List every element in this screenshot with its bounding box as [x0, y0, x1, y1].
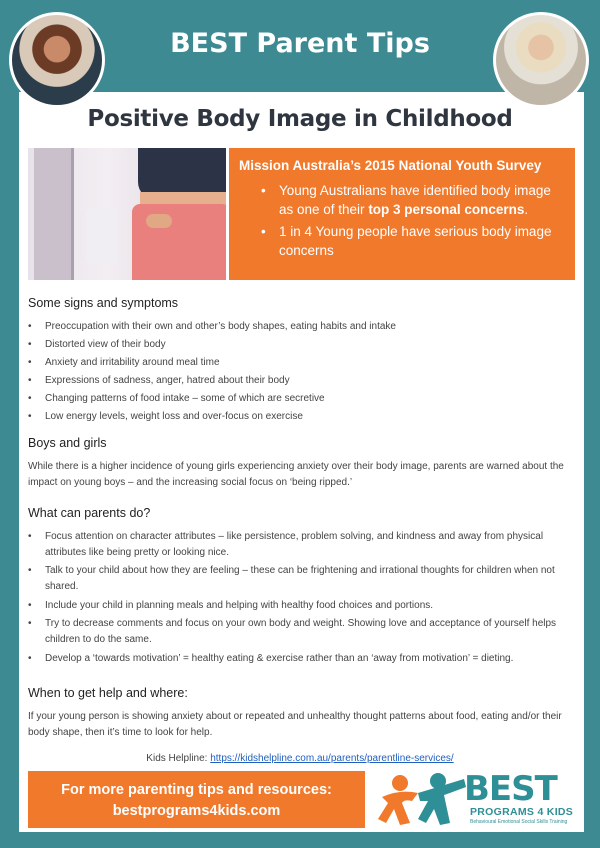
section-heading: What can parents do? [28, 506, 151, 520]
cta-website[interactable]: bestprograms4kids.com [112, 803, 281, 819]
presenter-photo-left [9, 12, 105, 108]
logo-best: BEST [464, 769, 557, 809]
boys-girls-section [28, 436, 576, 491]
best-logo [378, 771, 578, 831]
figures-icon [378, 771, 470, 831]
list-item: • Changing patterns of food intake – some of which are secretive [28, 391, 576, 407]
child-photo [28, 148, 226, 280]
logo-tagline: Behavioural Emotional Social Skills Training [470, 819, 568, 825]
list-item: • Try to decrease comments and focus on your own body and weight. Showing love and acceptance of yourself helps children to do the same. [28, 616, 576, 648]
section-heading: Some signs and symptoms [28, 296, 179, 310]
list-item: • Low energy levels, weight loss and over-focus on exercise [28, 409, 576, 425]
help-section [28, 686, 576, 741]
list-item: • Develop a ‘towards motivation’ = healthy eating & exercise rather than an ‘away from motivation’ = dieting. [28, 651, 576, 667]
parents-section [28, 506, 576, 669]
survey-heading: Mission Australia’s 2015 National Youth Survey [239, 158, 542, 173]
section-heading: Boys and girls [28, 436, 107, 450]
list-item: • Preoccupation with their own and other’s body shapes, eating habits and intake [28, 319, 576, 335]
signs-section [28, 296, 576, 427]
page-title: Positive Body Image in Childhood [87, 106, 513, 132]
list-item: • Talk to your child about how they are feeling – these can be frightening and irrational thoughts for children when not shared. [28, 563, 576, 595]
list-item: • Include your child in planning meals and helping with healthy food choices and portions. [28, 598, 576, 614]
section-heading: When to get help and where: [28, 686, 188, 700]
list-item: • Expressions of sadness, anger, hatred about their body [28, 373, 576, 389]
logo-programs: PROGRAMS 4 KIDS [470, 806, 574, 818]
cta-banner [28, 771, 365, 828]
paragraph: If your young person is showing anxiety about or repeated and unhealthy thought patterns about food, eating and/or their body shape, then it’s time to look for help. [28, 711, 562, 738]
header-title: BEST Parent Tips [170, 28, 430, 59]
survey-point: • Young Australians have identified body image as one of their top 3 personal concerns. [239, 181, 565, 219]
survey-box [229, 148, 575, 280]
list-item: • Focus attention on character attributes – like persistence, problem solving, and kindness and away from physical attributes like being pretty or looking nice. [28, 529, 576, 561]
helpline-label: Kids Helpline: [146, 753, 211, 764]
helpline [0, 753, 600, 764]
presenter-photo-right [493, 12, 589, 108]
list-item: • Distorted view of their body [28, 337, 576, 353]
paragraph: While there is a higher incidence of young girls experiencing anxiety over their body image, parents are warned about the impact on young boys – and the increasing social focus on ‘being ripped.’ [28, 461, 564, 488]
cta-line: For more parenting tips and resources: [61, 782, 332, 798]
list-item: • Anxiety and irritability around meal time [28, 355, 576, 371]
helpline-link[interactable]: https://kidshelpline.com.au/parents/parentline-services/ [210, 753, 454, 764]
survey-point: • 1 in 4 Young people have serious body image concerns [239, 222, 565, 260]
